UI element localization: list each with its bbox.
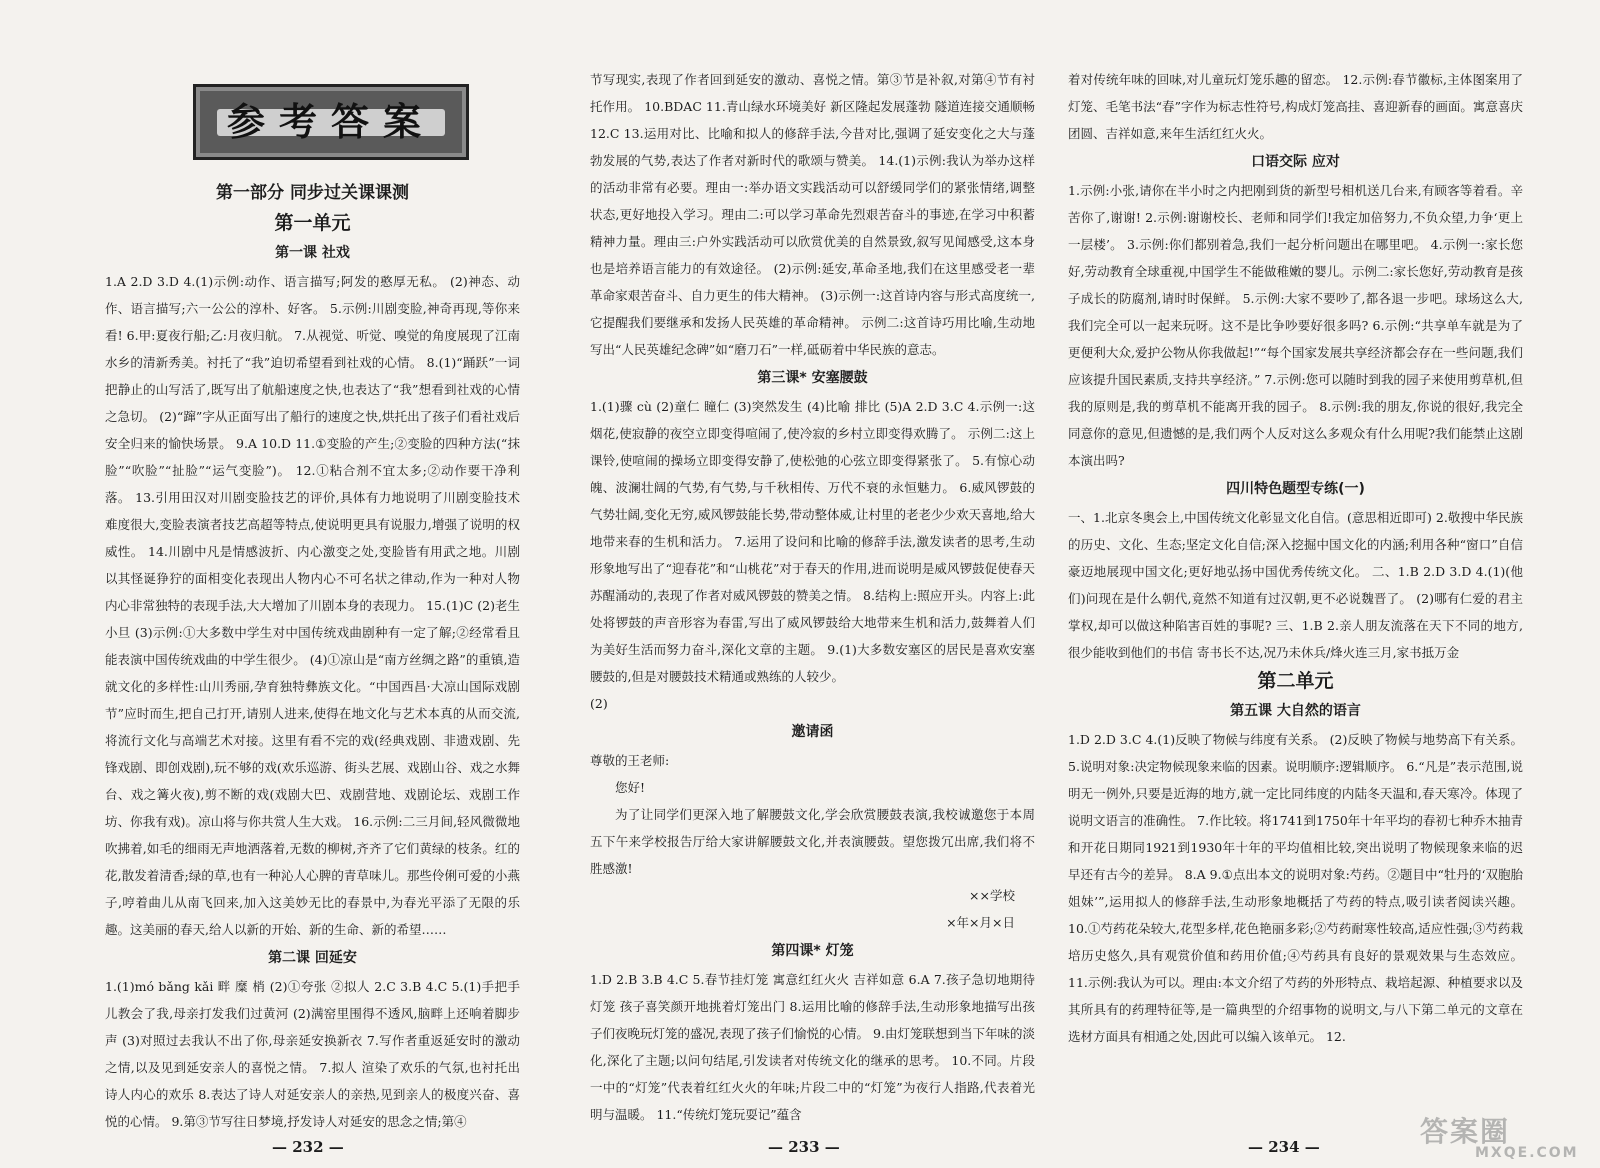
letter-greeting: 您好! xyxy=(615,780,646,795)
lesson-answers: 1.A 2.D 3.D 4.(1)示例:动作、语言描写;阿发的憨厚无私。 (2)神态、动作、语言描写;六一公公的淳朴、好客。 5.示例:川剧变脸,神奇再现,等你来看! 6.甲:夏夜行船;乙:月夜归航。 7.从视觉、听觉、嗅觉的角度展现了江南水乡的清新秀美。衬托了“我”迫切希望看到社戏的心情。 8.(1)“踊跃”一词把静止的山写活了,既写出了航船速度之快,也表达了“我”想看到社戏的心情之急切。 (2)“蹿”字从正面写出了船行的速度之快,烘托出了孩子们看社戏后安全归来的愉快场景。 9.A 10.D 11.①变脸的产生;②变脸的四种方法(“抹脸”“吹脸”“扯脸”“运气变脸”)。 12.①粘合剂不宜太多;②动作要干净利落。 13.引用田汉对川剧变脸技艺的评价,具体有力地说明了川剧变脸技术难度很大,变脸表演者技艺高超等特点,使说明更具有说服力,增强了说明的权威性。 14.川剧中凡是情感波折、内心激变之处,变脸皆有用武之地。川剧以其怪诞狰狞的面相变化表现出人物内心不可名状之律动,作为一种对人物内心非常独特的表现手法,大大增加了川剧本身的表现力。 15.(1)C (2)老生 小旦 (3)示例:①大多数中学生对中国传统戏曲剧种有一定了解;②经常看且能表演中国传统戏曲的中学生很少。 (4)①凉山是“南方丝绸之路”的重镇,造就文化的多样性:山川秀丽,孕育独特彝族文化。“中国西昌·大凉山国际戏剧节”应时而生,把自己打开,请别人进来,使得在地文化与艺术本真的从而交流,将流行文化与高端艺术对接。这里有看不完的戏(经典戏剧、非遗戏剧、先锋戏剧、即创戏剧),玩不够的戏(欢乐巡游、街头艺展、戏剧山谷、戏之水舞台、戏之篝火夜),剪不断的戏(戏剧大巴、戏剧营地、戏剧论坛、戏剧工作坊、你我有戏)。凉山将与你共赏人生大戏。 16.示例:二三月间,轻风微微地吹拂着,如毛的细雨无声地洒落着,无数的柳树,齐齐了它们黄绿的枝条。红的花,散发着清香;绿的草,也有一种沁人心脾的青草味儿。那些伶俐可爱的小燕子,哼着曲儿从南飞回来,加入这美妙无比的春景中,为春光平添了无限的乐趣。这美丽的春天,给人以新的开始、新的生命、新的希望…… xyxy=(105,274,520,937)
part-heading: 第一部分 同步过关课课测 xyxy=(216,183,409,203)
unit-heading: 第二单元 xyxy=(1257,670,1334,692)
lesson-heading: 第三课* 安塞腰鼓 xyxy=(757,370,868,386)
lesson-answers: 着对传统年味的回味,对儿童玩灯笼乐趣的留恋。 12.示例:春节徽标,主体图案用了灯笼、毛笔书法“春”字作为标志性符号,构成灯笼高挂、喜迎新春的画面。寓意喜庆团圆、吉祥如意,来年生活红红火火。 xyxy=(1068,72,1523,141)
lesson-answers: 1.D 2.D 3.C 4.(1)反映了物候与纬度有关系。 (2)反映了物候与地势高下有关系。 5.说明对象:决定物候现象来临的因素。说明顺序:逻辑顺序。 6.“凡是”表示范围,说明无一例外,只要是近海的地方,就一定比同纬度的内陆冬天温和,春天寒冷。体现了说明文语言的准确性。 7.作比较。将1741到1750年十年平均的春初七种乔木抽青和开花日期同1921到1930年十年的平均值相比较,突出说明了物候现象来临的迟早还有古今的差异。 8.A 9.①点出本文的说明对象:芍药。②题目中“牡丹的‘双胞胎姐妹’”,运用拟人的修辞手法,生动形象地概括了芍药的特点,吸引读者阅读兴趣。 10.①芍药花朵较大,花型多样,花色艳丽多彩;②芍药耐寒性较高,适应性强;③芍药栽培历史悠久,具有观赏价值和药用价值;④芍药具有良好的景观效果与生态效应。 11.示例:我认为可以。理由:本文介绍了芍药的外形特点、栽培起源、种植要求以及其所具有的药理特征等,是一篇典型的介绍事物的说明文,与八下第二单元的文章在选材方面具有相通之处,因此可以编入该单元。 12. xyxy=(1068,732,1523,1044)
page-number: — 232 — xyxy=(272,1138,344,1156)
column-right xyxy=(1068,66,1523,1106)
watermark xyxy=(1420,1110,1590,1165)
lesson-heading: 第四课* 灯笼 xyxy=(771,943,854,959)
answer-title: 参考答案 xyxy=(217,109,445,136)
section-answers: 1.示例:小张,请你在半小时之内把刚到货的新型号相机送几台来,有顾客等着看。辛苦你了,谢谢! 2.示例:谢谢校长、老师和同学们!我定加倍努力,不负众望,力争‘更上一层楼’。 3.示例:你们都别着急,我们一起分析问题出在哪里吧。 4.示例一:家长您好,劳动教育全球重视,中国学生不能做稚嫩的婴儿。示例二:家长您好,劳动教育是孩子成长的防腐剂,请时时保鲜。 5.示例:大家不要吵了,都各退一步吧。球场这么大,我们完全可以一起来玩呀。这不是比争吵要好很多吗? 6.示例:“共享单车就是为了更便利大众,爱护公物从你我做起!”“每个国家发展共享经济都会存在一些问题,我们应该提升国民素质,支持共享经济。” 7.示例:您可以随时到我的园子来使用剪草机,但我的原则是,我的剪草机不能离开我的园子。 8.示例:我的朋友,你说的很好,我完全同意你的意见,但遗憾的是,我们两个人反对这么多观众有什么用呢?我们能禁止这剧本演出吗? xyxy=(1068,183,1523,468)
lesson-answers: 1.(1)骤 cù (2)童仁 瞳仁 (3)突然发生 (4)比喻 排比 (5)A 2.D 3.C 4.示例一:这烟花,使寂静的夜空立即变得喧闹了,使冷寂的乡村立即变得欢腾了。 示例二:这上课铃,使喧闹的操场立即变得安静了,使松弛的心弦立即变得紧张了。 5.有惊心动魄、波澜壮阔的气势,有气势,与千秋相传、万代不衰的永恒魅力。 6.威风锣鼓的气势壮阔,变化无穷,威风锣鼓能长势,带动整体威,让村里的老老少少欢天喜地,给大地带来春的生机和活力。 7.运用了设问和比喻的修辞手法,激发读者的思考,生动形象地写出了“迎春花”和“山桃花”对于春天的作用,进而说明是威风锣鼓促使春天苏醒涌动的,表现了作者对威风锣鼓的赞美之情。 8.结构上:照应开头。内容上:此处将锣鼓的声音形容为春雷,写出了威风锣鼓给大地带来生机和活力,鼓舞着人们为美好生活而努力奋斗,深化文章的主题。 9.(1)大多数安塞区的居民是喜欢安塞腰鼓的,但是对腰鼓技术精通或熟练的人较少。 xyxy=(590,399,1035,684)
lesson-answers: 1.(1)mó bǎng kǎi 畔 糜 梢 (2)①夸张 ②拟人 2.C 3.B 4.C 5.(1)手把手儿教会了我,母亲打发我们过黄河 (2)满窑里围得不透风,脑畔上还响着脚步声 (3)对照过去我认不出了你,母亲延安换新衣 7.写作者重返延安时的激动之情,以及见到延安亲人的喜悦之情。 7.拟人 渲染了欢乐的气氛,也衬托出诗人内心的欢乐 8.表达了诗人对延安亲人的亲热,见到亲人的极度兴奋、喜悦的心情。 9.第③节写往日梦境,抒发诗人对延安的思念之情;第④ xyxy=(105,979,520,1129)
letter-body: 为了让同学们更深入地了解腰鼓文化,学会欣赏腰鼓表演,我校诚邀您于本周五下午来学校报告厅给大家讲解腰鼓文化,并表演腰鼓。望您拨冗出席,我们将不胜感激! xyxy=(590,807,1035,876)
column-middle xyxy=(590,66,1035,1122)
page-number: — 233 — xyxy=(768,1138,840,1156)
section-heading: 口语交际 应对 xyxy=(1251,154,1340,170)
watermark-url: MXQE.COM xyxy=(1475,1145,1579,1161)
watermark-logo: 答案圈 xyxy=(1420,1115,1511,1148)
letter-date: ×年×月×日 xyxy=(946,915,1015,930)
lesson-heading: 第二课 回延安 xyxy=(268,950,357,966)
letter-sender: ××学校 xyxy=(969,888,1015,903)
letter-salutation: 尊敬的王老师: xyxy=(590,753,670,768)
column-left xyxy=(105,62,520,1129)
lesson-answers: 1.D 2.B 3.B 4.C 5.春节挂灯笼 寓意红红火火 吉祥如意 6.A 7.孩子急切地期待灯笼 孩子喜笑颜开地挑着灯笼出门 8.运用比喻的修辞手法,生动形象地描写出孩子们夜晚玩灯笼的盛况,表现了孩子们愉悦的心情。 9.由灯笼联想到当下年味的淡化,深化了主题;以问句结尾,引发读者对传统文化的继承的思考。 10.不同。片段一中的“灯笼”代表着红红火火的年味;片段二中的“灯笼”为夜行人指路,代表着光明与温暖。 11.“传统灯笼玩耍记”蕴含 xyxy=(590,972,1035,1122)
unit-heading: 第一单元 xyxy=(274,212,351,234)
letter-title: 邀请函 xyxy=(791,724,834,740)
section-heading: 四川特色题型专练(一) xyxy=(1226,481,1365,497)
lesson-heading: 第一课 社戏 xyxy=(275,245,350,261)
page-number: — 234 — xyxy=(1248,1138,1320,1156)
lesson-answers: 节写现实,表现了作者回到延安的激动、喜悦之情。第③节是补叙,对第④节有衬托作用。 10.BDAC 11.青山绿水环境美好 新区隆起发展蓬勃 隧道连接交通顺畅 12.C 13.运用对比、比喻和拟人的修辞手法,今昔对比,强调了延安变化之大与蓬勃发展的气势,表达了作者对新时代的歌颂与赞美。 14.(1)示例:我认为举办这样的活动非常有必要。理由一:举办语文实践活动可以舒缓同学们的紧张情绪,调整状态,更好地投入学习。理由二:可以学习革命先烈艰苦奋斗的事迹,在学习中积蓄精神力量。理由三:户外实践活动可以欣赏优美的自然景致,叙写见闻感受,这本身也是培养语言能力的有效途径。 (2)示例:延安,革命圣地,我们在这里感受老一辈革命家艰苦奋斗、自力更生的伟大精神。 (3)示例一:这首诗内容与形式高度统一,它提醒我们要继承和发扬人民英雄的革命精神。 示例二:这首诗巧用比喻,生动地写出“人民英雄纪念碑”如“磨刀石”一样,砥砺着中华民族的意志。 xyxy=(590,72,1035,357)
question-label: (2) xyxy=(590,696,608,711)
answer-title-banner xyxy=(193,84,469,160)
section-answers: 一、1.北京冬奥会上,中国传统文化彰显文化自信。(意思相近即可) 2.敬搜中华民族的历史、文化、生态;坚定文化自信;深入挖掘中国文化的内涵;利用各种“窗口”自信豪迈地展现中国文化;更好地弘扬中国优秀传统文化。 二、1.B 2.D 3.D 4.(1)(他们)问现在是什么朝代,竟然不知道有过汉朝,更不必说魏晋了。 (2)哪有仁爱的君主掌权,却可以做这种陷害百姓的事呢? 三、1.B 2.亲人朋友流落在天下不同的地方,很少能收到他们的书信 寄书长不达,况乃未休兵/烽火连三月,家书抵万金 xyxy=(1068,510,1523,660)
lesson-heading: 第五课 大自然的语言 xyxy=(1230,703,1361,719)
